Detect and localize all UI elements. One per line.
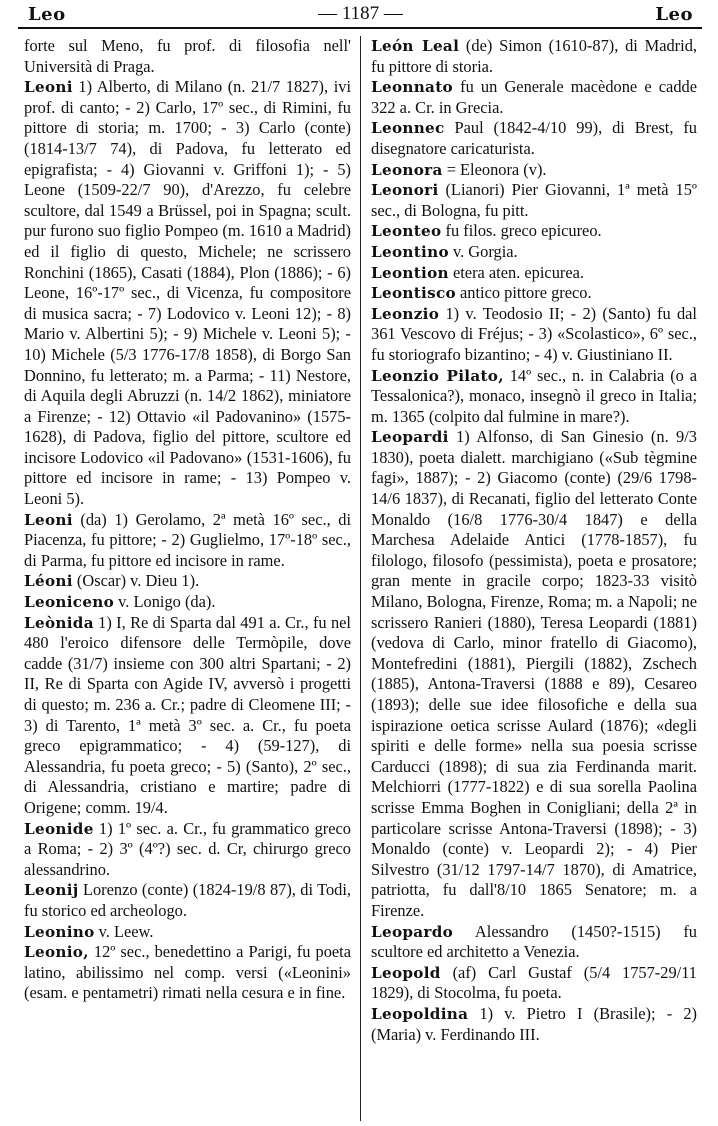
- entry-text: Lorenzo (conte) (1824-19/8 87), di Todi, fu storico ed archeologo.: [24, 880, 351, 920]
- entry-text: (af) Carl Gustaf (5/4 1757-29/11 1829), di Stocolma, fu poeta.: [371, 962, 697, 1003]
- dictionary-entry: [371, 36, 697, 77]
- entry-headword: Leonino: [24, 922, 95, 941]
- entry-text: (de) Simon (1610-87), di Madrid, fu pittore di storia.: [371, 36, 697, 76]
- entry-headword: Leonzio Pilato,: [371, 366, 504, 385]
- dictionary-entry: [371, 242, 697, 263]
- dictionary-entry: [24, 36, 351, 77]
- entry-headword: Leoni: [24, 78, 73, 97]
- entry-headword: Leonide: [24, 819, 94, 838]
- entry-text: etera aten. epicurea.: [448, 262, 585, 282]
- entry-text: 1) I, Re di Sparta dal 491 a. Cr., fu nel 480 l'eroico difensore delle Termòpile, dove cadde (31/7) insieme con 300 altri Spartani; - 2) II, Re di Sparta con Agide IV, avversò i progetti di questo; m. 236 a. Cr.; padre di Cleomene III; - 3) di Tarento, 1ª metà 3º sec. a. Cr., fu poeta greco epigrammatico; - 4) (59-127), di Alessandria, fu poeta greco; - 5) (Santo), 2º sec., di Alessandria, cristiano e martire; padre di Origene; comm. 19/4.: [24, 612, 351, 817]
- entry-headword: Leontino: [371, 242, 449, 261]
- entry-text: 12º sec., benedettino a Parigi, fu poeta latino, abilissimo nel comp. versi («Leonini» (esam. e pentametri) rimati nella cesura e in fine.: [24, 942, 351, 1003]
- dictionary-entry: [371, 366, 697, 428]
- entry-text: (Oscar) v. Dieu 1).: [72, 571, 200, 591]
- entry-text: = Eleonora (v).: [442, 159, 547, 179]
- dictionary-entry: [371, 221, 697, 242]
- dictionary-entry: [371, 304, 697, 366]
- dictionary-entry: [24, 571, 351, 592]
- entry-text: v. Leew.: [94, 921, 154, 941]
- entry-headword: Leoni: [24, 510, 73, 529]
- column-divider: [360, 36, 361, 1121]
- entry-headword: Leonio,: [24, 943, 89, 962]
- entry-headword: Leonij: [24, 881, 79, 900]
- entry-text: 1) v. Teodosio II; - 2) (Santo) fu dal 361 Vescovo di Fréjus; - 3) «Scolastico», 6º sec., fu storiografo bizantino; - 4) v. Giustiniano II.: [371, 303, 697, 364]
- entry-text: 14º sec., n. in Calabria (o a Tessalonica?), monaco, insegnò il greco in Italia; m. 1365 (colpito dal fulmine in mare?).: [371, 365, 697, 426]
- dictionary-entry: [371, 180, 697, 221]
- entry-headword: Leonora: [371, 160, 443, 179]
- entry-headword: Leònida: [24, 613, 94, 632]
- page-header: [28, 2, 693, 26]
- running-head-right: Leo: [655, 3, 693, 25]
- dictionary-entry: [371, 1004, 697, 1045]
- entry-headword: Leopardi: [371, 428, 449, 447]
- entry-text: fu un Generale macèdone e cadde 322 a. Cr. in Grecia.: [371, 77, 697, 117]
- running-head-left: Leo: [28, 3, 66, 25]
- entry-text: fu filos. greco epicureo.: [441, 221, 602, 241]
- entry-headword: Leopold: [371, 963, 441, 982]
- right-column: [371, 36, 697, 1045]
- dictionary-entry: [24, 922, 351, 943]
- dictionary-entry: [24, 613, 351, 819]
- entry-text: forte sul Meno, fu prof. di filosofia nell' Università di Praga.: [24, 36, 351, 76]
- dictionary-entry: [24, 77, 351, 509]
- entry-text: antico pittore greco.: [455, 283, 592, 303]
- entry-text: (Lianori) Pier Giovanni, 1ª metà 15º sec., di Bologna, fu pitt.: [371, 180, 697, 220]
- entry-headword: Leopardo: [371, 922, 454, 941]
- header-rule: [18, 27, 702, 29]
- left-column: [24, 36, 351, 1004]
- entry-headword: Leonnec: [371, 119, 445, 138]
- dictionary-entry: [24, 592, 351, 613]
- dictionary-entry: [24, 942, 351, 1004]
- entry-text: 1) Alfonso, di San Ginesio (n. 9/3 1830), poeta dialett. marchigiano («Sub tègmine fagi», 1887); - 2) Giacomo (conte) (29/6 1798-14/6 1837), di Recanati, figlio del letterato Conte Monaldo (16/8 1776-30/4 1847) e della Marchesa Adelaide Antici (1778-1857), fu filologo, filosofo (pessimista), poeta e prosatore; gran mente in gracile corpo; 1823-33 visitò Milano, Bologna, Firenze, Roma; m. a Napoli; ne scrissero Ranieri (1880), Teresa Leopardi (1881) (vedova di Carlo, minor fratello di Giacomo), Montefredini (1881), Piergili (1882), Zschech (1885), Antona-Traversi (1888 e 89), Cesareo (1893); delle sue idee filosofiche e della sua ispirazione oetica scrisse Aulard (1876); «degli spiriti e delle forme» nella sua poesia scrisse Carducci (1898); di sua zia Ferdinanda marit. Melchiorri (1777-1822) e di sua sorella Paolina scrisse Emma Boghen in Conigliani; della 2ª in particolare scrisse Antona-Traversi (1898); - 3) Monaldo (conte) v. Leopardi 2); - 4) Pier Silvestro (31/12 1797-14/7 1870), di Amatrice, patriotta, fu dall'8/10 1865 Senatore; m. a Firenze.: [371, 427, 697, 920]
- entry-headword: Leontisco: [371, 284, 456, 303]
- entry-headword: Leonzio: [371, 304, 440, 323]
- entry-headword: Leontion: [371, 263, 449, 282]
- dictionary-entry: [371, 922, 697, 963]
- dictionary-entry: [371, 77, 697, 118]
- dictionary-entry: [371, 118, 697, 159]
- dictionary-entry: [371, 283, 697, 304]
- entry-headword: Leonteo: [371, 222, 442, 241]
- dictionary-entry: [371, 263, 697, 284]
- entry-headword: Leonnato: [371, 78, 453, 97]
- dictionary-entry: [24, 880, 351, 921]
- dictionary-entry: [371, 160, 697, 181]
- entry-text: 1) Alberto, di Milano (n. 21/7 1827), ivi prof. di canto; - 2) Carlo, 17º sec., di Rimini, fu pittore di storia; m. 1700; - 3) Carlo (conte) (1814-13/7 74), di Padova, fu letterato ed epigrafista; - 4) Giovanni v. Griffoni 1); - 5) Leone (1509-22/7 90), d'Arezzo, fu celebre scultore, dal 1549 a Brüssel, poi in Spagna; scult. pur furono suo figlio Pompeo (m. 1610 a Madrid) ed il figlio di questo, Michele; ne scrissero Ronchini (1865), Casati (1884), Plon (1886); - 6) Leone, 16º-17º sec., di Vicenza, fu compositore di musica sacra; - 7) Lodovico v. Leoni 12); - 8) Mario v. Albertini 5); - 9) Michele v. Leoni 5); - 10) Michele (5/3 1776-17/8 1858), di Borgo San Donnino, fu letterato; m. a Parma; - 11) Nestore, di Aquila degli Abruzzi (n. 14/2 1862), miniatore a Firenze; - 12) Ottavio «il Padovanino» (1575-1628), di Padova, figlio del pittore, scultore ed incisore Lodovico «il Padovano» (1531-1606), fu pittore ed incisore in rame; - 13) Pompeo v. Leoni 5).: [24, 77, 351, 509]
- dictionary-entry: [371, 963, 697, 1004]
- entry-text: (da) 1) Gerolamo, 2ª metà 16º sec., di Piacenza, fu pittore; - 2) Guglielmo, 17º-18º sec., di Parma, fu pittore ed incisore in rame.: [24, 509, 351, 570]
- entry-text: Alessandro (1450?-1515) fu scultore ed architetto a Venezia.: [371, 921, 697, 962]
- entry-headword: Leopoldina: [371, 1004, 469, 1023]
- dictionary-entry: [371, 427, 697, 921]
- entry-headword: Leonori: [371, 181, 439, 200]
- entry-headword: Léoni: [24, 572, 73, 591]
- entry-text: v. Lonigo (da).: [114, 592, 216, 612]
- entry-text: 1) 1º sec. a. Cr., fu grammatico greco a Roma; - 2) 3º (4º?) sec. d. Cr, chirurgo greco alessandrino.: [24, 818, 351, 879]
- entry-text: Paul (1842-4/10 99), di Brest, fu disegnatore caricaturista.: [371, 118, 697, 158]
- dictionary-entry: [24, 510, 351, 572]
- dictionary-entry: [24, 819, 351, 881]
- entry-headword: Leoniceno: [24, 593, 115, 612]
- entry-headword: León Leal: [371, 37, 460, 55]
- entry-text: 1) v. Pietro I (Brasile); - 2) (Maria) v. Ferdinando III.: [371, 1003, 697, 1044]
- page-number: — 1187 —: [318, 3, 403, 24]
- entry-text: v. Gorgia.: [448, 241, 518, 261]
